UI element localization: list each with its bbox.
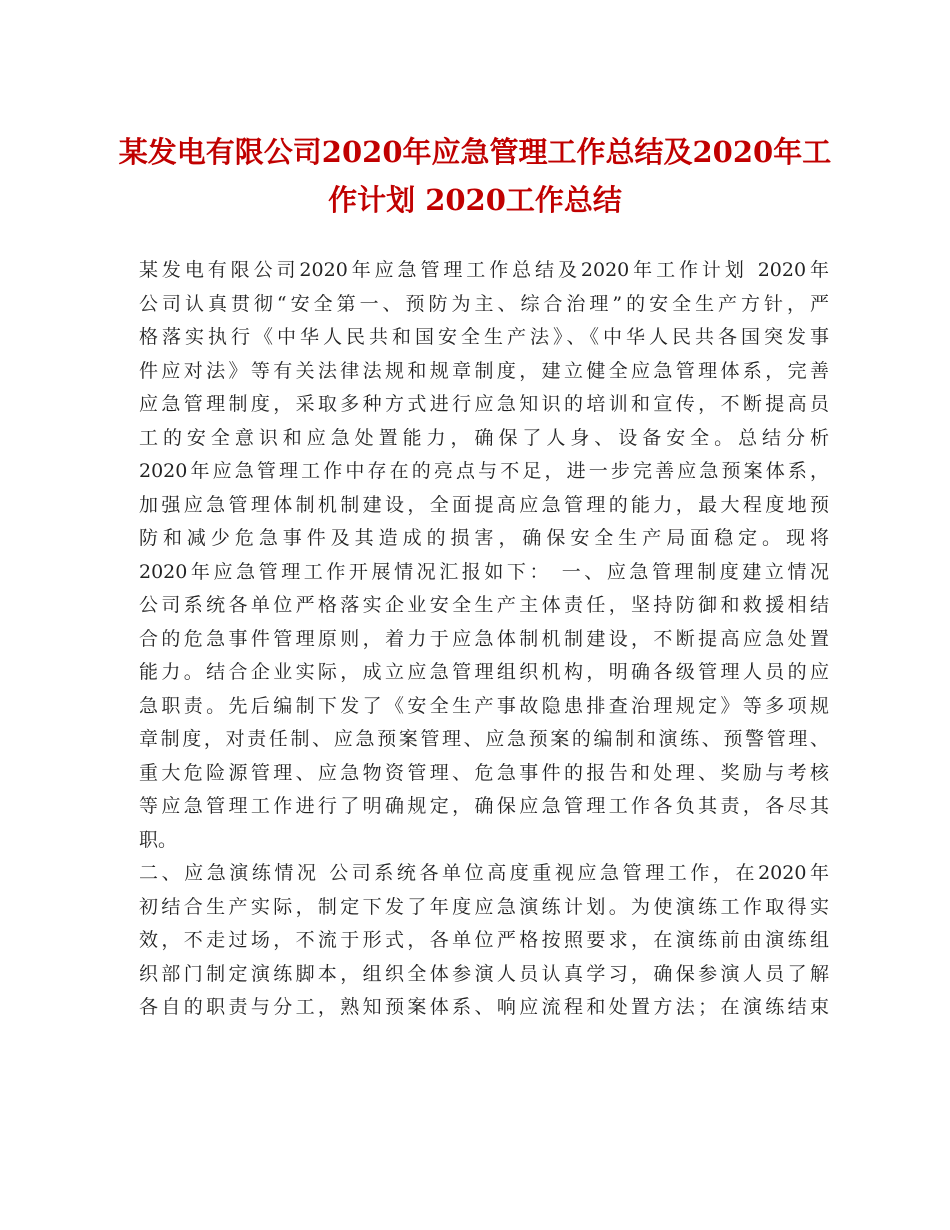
body-line: 织部门制定演练脚本，组织全体参演人员认真学习，确保参演人员了解	[139, 962, 829, 985]
body-line: 防和减少危急事件及其造成的损害，确保安全生产局面稳定。现将	[139, 527, 829, 549]
body-line: 加强应急管理体制机制建设，全面提高应急管理的能力，最大程度地预	[139, 493, 829, 516]
body-line: 效，不走过场，不流于形式，各单位严格按照要求，在演练前由演练组	[139, 929, 829, 951]
body-line: 件应对法》等有关法律法规和规章制度，建立健全应急管理体系，完善	[139, 359, 829, 382]
body-line: 应急管理制度，采取多种方式进行应急知识的培训和宣传，不断提高员	[139, 393, 829, 415]
body-line: 二、应急演练情况 公司系统各单位高度重视应急管理工作，在2020年	[139, 862, 829, 884]
body-line: 公司认真贯彻“安全第一、预防为主、综合治理”的安全生产方针，严	[139, 292, 829, 315]
body-line: 2020年应急管理工作中存在的亮点与不足，进一步完善应急预案体系，	[139, 460, 829, 482]
body-line: 各自的职责与分工，熟知预案体系、响应流程和处置方法；在演练结束	[139, 996, 829, 1018]
title-line: 作计划 2020工作总结	[328, 183, 622, 217]
body-line: 职。	[139, 828, 178, 851]
body-line: 能力。结合企业实际，成立应急管理组织机构，明确各级管理人员的应	[139, 661, 829, 683]
body-line: 2020年应急管理工作开展情况汇报如下： 一、应急管理制度建立情况	[139, 560, 829, 583]
body-line: 急职责。先后编制下发了《安全生产事故隐患排查治理规定》等多项规	[139, 694, 829, 717]
body-line: 等应急管理工作进行了明确规定，确保应急管理工作各负其责，各尽其	[139, 795, 829, 817]
title-line: 某发电有限公司2020年应急管理工作总结及2020年工	[118, 135, 832, 169]
document-body	[139, 254, 829, 1025]
body-line: 合的危急事件管理原则，着力于应急体制机制建设，不断提高应急处置	[139, 627, 829, 650]
body-line: 某发电有限公司2020年应急管理工作总结及2020年工作计划 2020年	[139, 259, 829, 281]
body-line: 格落实执行《中华人民共和国安全生产法》、《中华人民共各国突发事	[139, 326, 829, 348]
body-line: 公司系统各单位严格落实企业安全生产主体责任，坚持防御和救援相结	[139, 594, 829, 616]
body-line: 重大危险源管理、应急物资管理、危急事件的报告和处理、奖励与考核	[139, 761, 829, 784]
body-line: 工的安全意识和应急处置能力，确保了人身、设备安全。总结分析	[139, 426, 829, 449]
body-line: 初结合生产实际，制定下发了年度应急演练计划。为使演练工作取得实	[139, 895, 829, 918]
body-line: 章制度，对责任制、应急预案管理、应急预案的编制和演练、预警管理、	[139, 728, 829, 750]
document-title	[100, 128, 850, 224]
